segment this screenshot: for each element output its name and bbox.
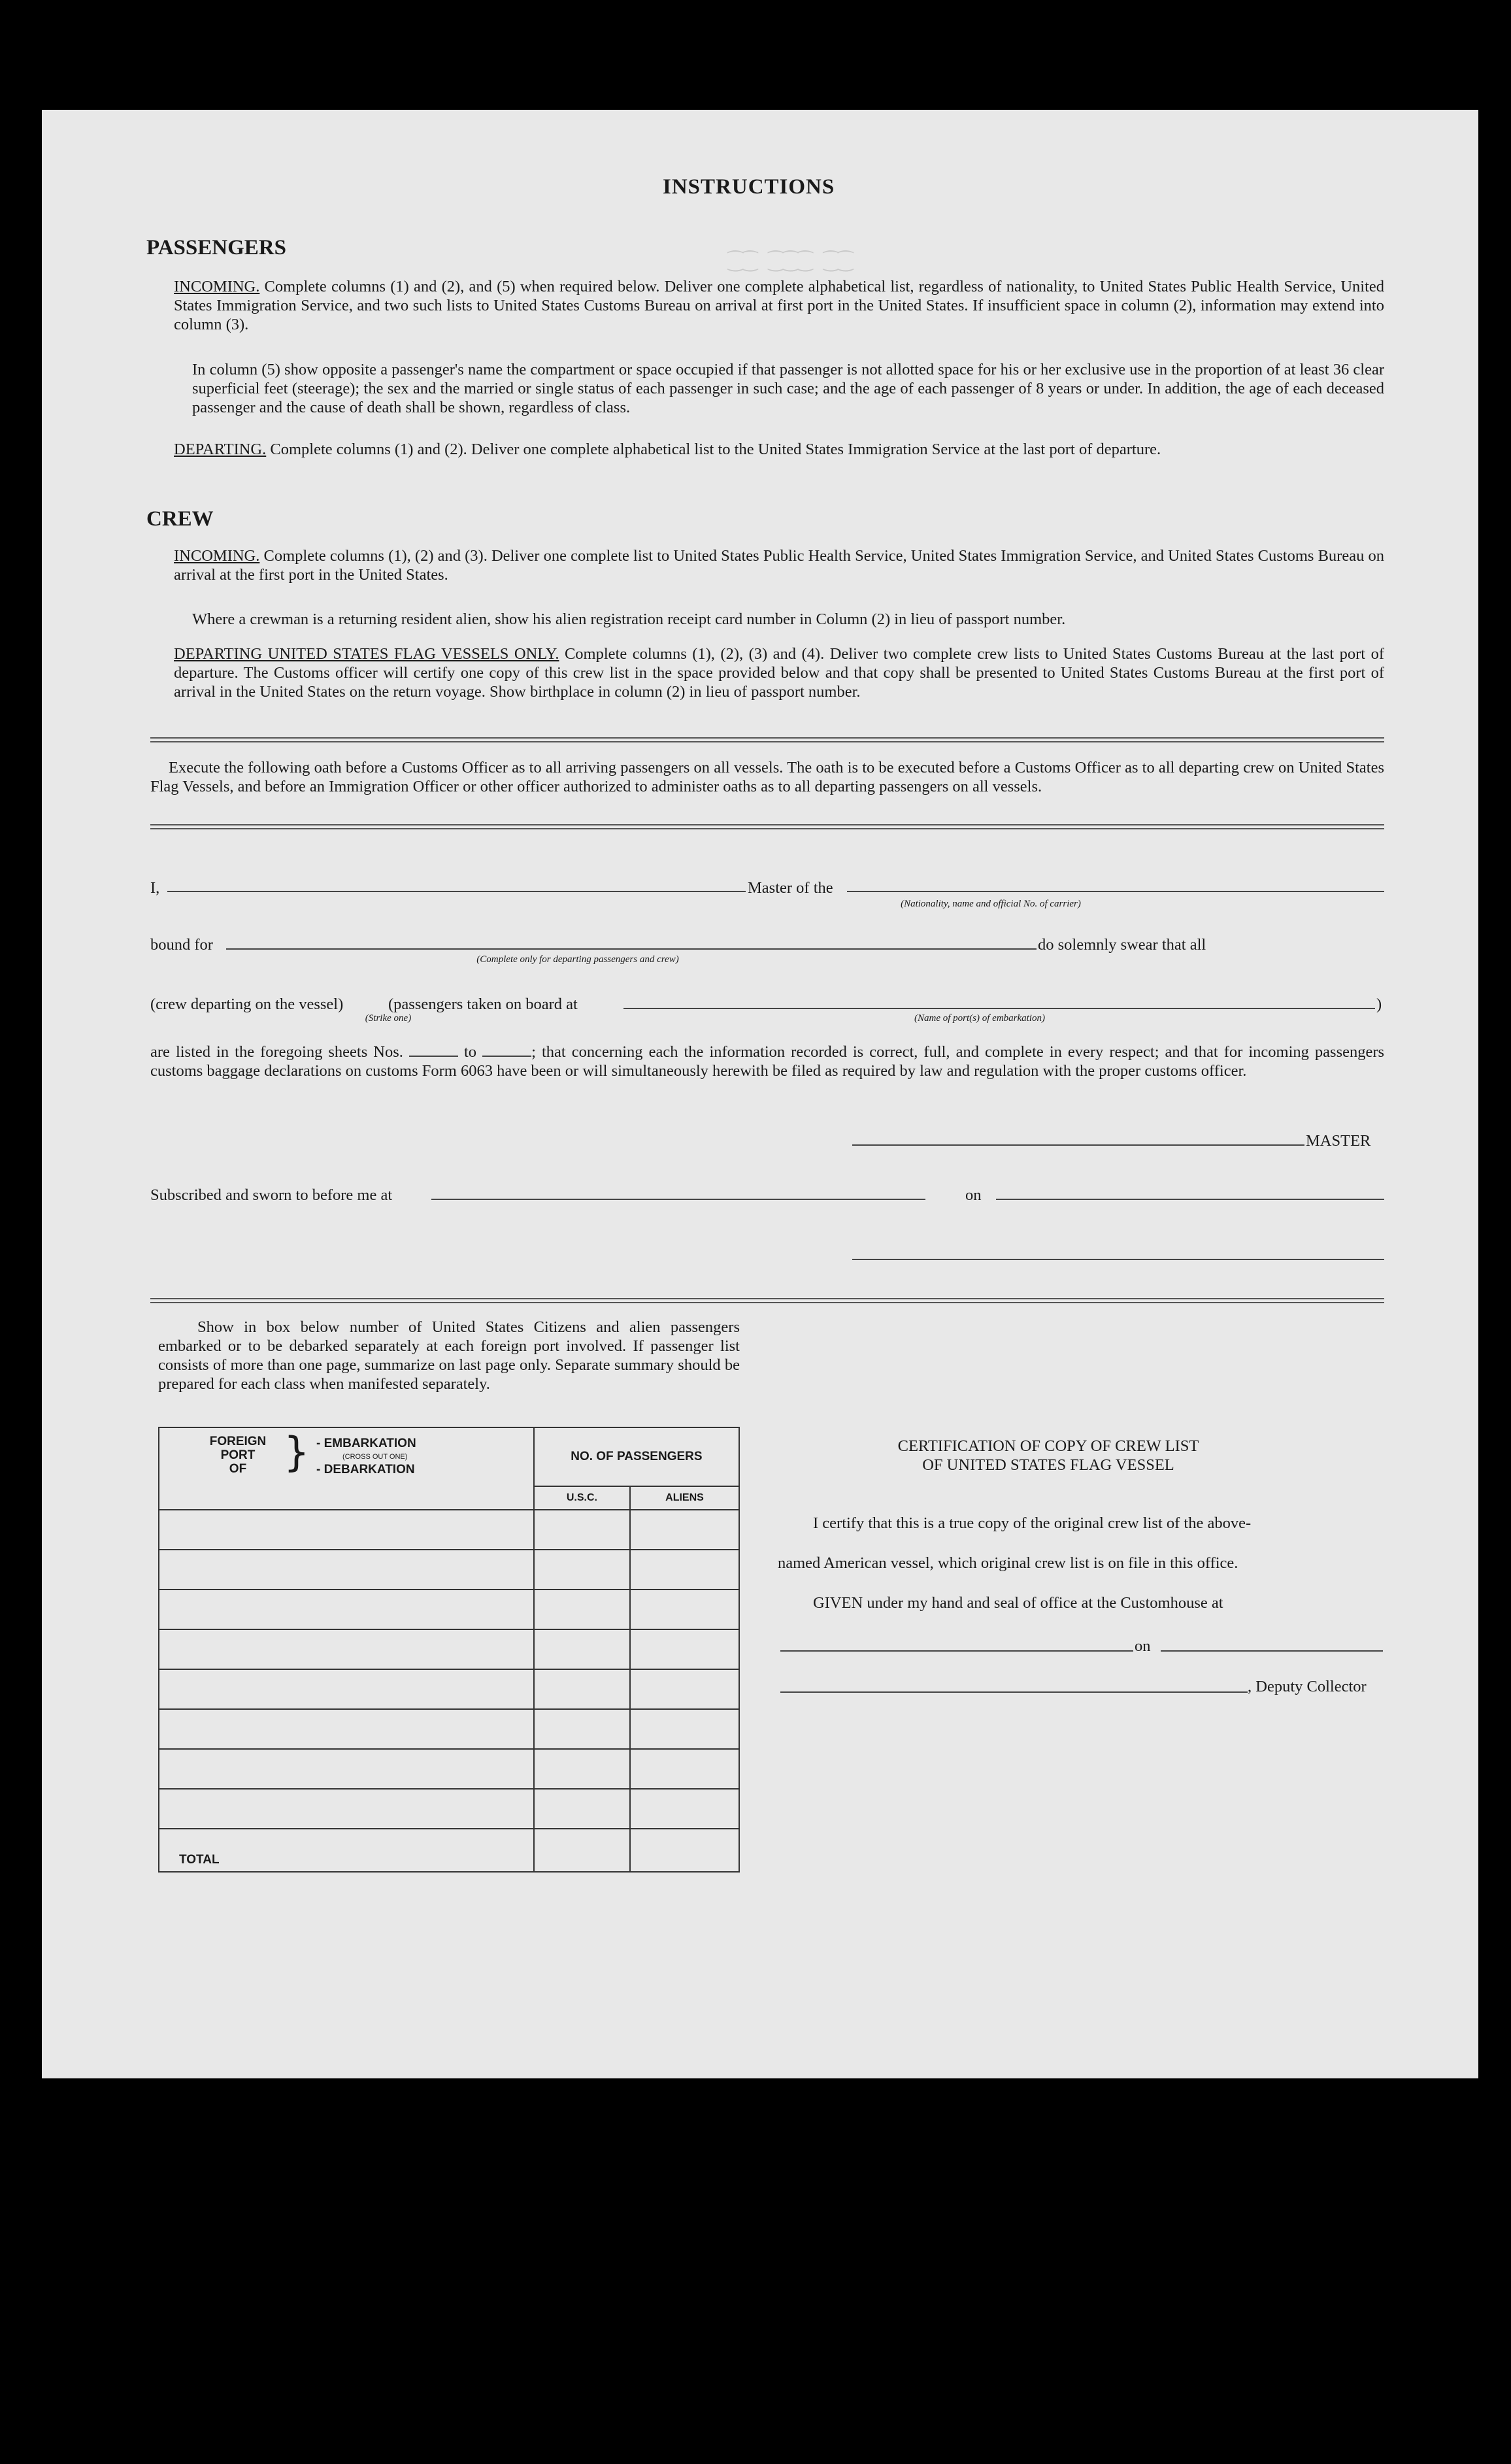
listed-statement — [150, 1042, 1384, 1080]
carrier-caption: (Nationality, name and official No. of carrier) — [901, 899, 1081, 909]
table-row — [159, 1629, 739, 1669]
document-page — [42, 110, 1478, 2078]
no-passengers-header: NO. OF PASSENGERS — [534, 1427, 739, 1486]
crew-returning: Where a crewman is a returning resident alien, show his alien registration receipt card number in Column (2) in lieu of passport number. — [192, 610, 1066, 628]
officer-signature-field[interactable] — [852, 1259, 1384, 1260]
strike-caption: (Strike one) — [365, 1013, 412, 1024]
subscribed-label: Subscribed and sworn to before me at — [150, 1186, 393, 1204]
sheet-to-field[interactable] — [482, 1042, 531, 1057]
passengers-heading: PASSENGERS — [146, 236, 286, 259]
certify-line-2: named American vessel, which original crew list is on file in this office. — [778, 1554, 1238, 1572]
divider — [150, 1302, 1384, 1303]
certify-line-1: I certify that this is a true copy of the original crew list of the above- — [813, 1514, 1252, 1532]
divider — [150, 828, 1384, 829]
oath-i-label: I, — [150, 879, 160, 897]
deputy-collector-signature[interactable] — [780, 1691, 1248, 1693]
passengers-incoming-label: INCOMING. — [174, 278, 260, 295]
table-row — [159, 1510, 739, 1550]
crew-departing-option: (crew departing on the vessel) — [150, 995, 344, 1013]
page-title: INSTRUCTIONS — [663, 175, 835, 199]
crew-departing-text: Complete columns (1), (2), (3) and (4). Deliver two complete crew lists to United States Customs Bureau at the last port of departure. The Customs officer will certify one copy of this crew list in the space provided below and that copy shall be presented to United States Customs Bureau at the first port of arrival in the United States on the return voyage. Show birthplace in column (2) in lieu of passport number. — [174, 645, 1384, 701]
given-line: GIVEN under my hand and seal of office at the Customhouse at — [813, 1594, 1223, 1612]
port-header-cell — [159, 1427, 534, 1510]
table-row — [159, 1709, 739, 1749]
bound-for-field[interactable] — [226, 948, 1037, 950]
sworn-on-label: on — [965, 1186, 982, 1204]
debarkation-option[interactable]: - DEBARKATION — [316, 1463, 415, 1476]
embarkation-option[interactable]: - EMBARKATION — [316, 1437, 416, 1450]
crew-incoming — [174, 546, 1384, 584]
master-of-label: Master of the — [748, 879, 833, 897]
table-row — [159, 1789, 739, 1829]
foreign-port-2: PORT — [220, 1448, 256, 1462]
table-row — [159, 1749, 739, 1789]
passengers-incoming-text: Complete columns (1) and (2), and (5) when required below. Deliver one complete alphabetical list, regardless of nationality, to United States Public Health Service, United States Immigration Service, and two such lists to United States Customs Bureau on arrival at first port in the United States. If insufficient space in column (2), information may extend into column (3). — [174, 278, 1384, 333]
certification-heading-2: OF UNITED STATES FLAG VESSEL — [922, 1456, 1174, 1474]
passengers-incoming — [174, 277, 1384, 334]
total-row — [159, 1829, 739, 1872]
customhouse-field[interactable] — [780, 1650, 1133, 1652]
certification-heading-1: CERTIFICATION OF COPY OF CREW LIST — [897, 1437, 1199, 1455]
embarkation-port-field[interactable] — [623, 1008, 1375, 1009]
listed-rest: ; that concerning each the information recorded is correct, full, and complete in every respect; and that for incoming passengers customs baggage declarations on customs Form 6063 have been or will simultaneously herewith be filed as required by law and regulation with the proper customs officer. — [150, 1043, 1385, 1080]
bleed-through: ⁐⁐ ⁐⁐⁐ ⁐⁐ — [728, 253, 854, 273]
passengers-column5: In column (5) show opposite a passenger's name the compartment or space occupied if that passenger is not allotted space for his or her exclusive use in the proportion of at least 36 clear superficial feet (steerage); the sex and the married or single status of each passenger in such case; and the age of each passenger of 8 years or under. In addition, the age of each deceased passenger and the cause of death shall be shown, regardless of class. — [192, 361, 1384, 416]
swear-label: do solemnly swear that all — [1038, 936, 1206, 954]
total-aliens-cell[interactable] — [630, 1829, 739, 1872]
sworn-date-field[interactable] — [996, 1199, 1384, 1200]
sworn-place-field[interactable] — [431, 1199, 925, 1200]
passenger-summary-table — [158, 1427, 740, 1873]
table-row — [159, 1590, 739, 1629]
foreign-port-1: FOREIGN — [209, 1435, 267, 1448]
passengers-departing-label: DEPARTING. — [174, 441, 267, 458]
bound-caption: (Complete only for departing passengers and crew) — [476, 954, 679, 965]
bound-for-label: bound for — [150, 936, 213, 954]
cross-out-note: (CROSS OUT ONE) — [342, 1453, 408, 1461]
listed-start: are listed in the foregoing sheets Nos. — [150, 1043, 403, 1061]
passengers-departing-text: Complete columns (1) and (2). Deliver one complete alphabetical list to the United States Immigration Service at the last port of departure. — [266, 441, 1161, 458]
port-caption: (Name of port(s) of embarkation) — [914, 1013, 1045, 1024]
close-paren: ) — [1376, 995, 1382, 1013]
crew-incoming-text: Complete columns (1), (2) and (3). Deliver one complete list to United States Public Health Service, United States Immigration Service, and United States Customs Bureau on arrival at the first port in the United States. — [174, 547, 1384, 584]
crew-heading: CREW — [146, 507, 214, 531]
total-usc-cell[interactable] — [534, 1829, 630, 1872]
passengers-departing — [174, 440, 1384, 459]
divider — [150, 1298, 1384, 1299]
passengers-taken-option: (passengers taken on board at — [388, 995, 578, 1013]
oath-instructions: Execute the following oath before a Customs Officer as to all arriving passengers on all vessels. The oath is to be executed before a Customs Officer as to all departing crew on United States Flag Vessels, and before an Immigration Officer or other officer authorized to administer oaths as to all departing passengers on all vessels. — [150, 759, 1384, 795]
certification-on-label: on — [1135, 1637, 1151, 1655]
master-signature-field[interactable] — [852, 1144, 1304, 1146]
aliens-header: ALIENS — [630, 1486, 739, 1510]
divider — [150, 737, 1384, 739]
deputy-collector-label: , Deputy Collector — [1248, 1678, 1367, 1695]
crew-departing — [174, 644, 1384, 701]
to-word: to — [464, 1043, 477, 1061]
table-row — [159, 1669, 739, 1709]
divider — [150, 824, 1384, 825]
total-label: TOTAL — [159, 1829, 534, 1872]
summary-intro: Show in box below number of United States Citizens and alien passengers embarked or to be debarked separately at each foreign port involved. If passenger list consists of more than one page, summarize on last page only. Separate summary should be prepared for each class when manifested separately. — [158, 1318, 740, 1393]
divider — [150, 741, 1384, 742]
carrier-field[interactable] — [847, 891, 1384, 892]
sheet-from-field[interactable] — [409, 1042, 458, 1057]
foreign-port-3: OF — [229, 1462, 247, 1476]
table-row — [159, 1550, 739, 1590]
usc-header: U.S.C. — [534, 1486, 630, 1510]
crew-incoming-label: INCOMING. — [174, 547, 260, 565]
master-name-field[interactable] — [167, 891, 746, 892]
master-label: MASTER — [1306, 1132, 1371, 1150]
certification-date-field[interactable] — [1161, 1650, 1383, 1652]
brace-icon: } — [284, 1428, 310, 1476]
crew-departing-label: DEPARTING UNITED STATES FLAG VESSELS ONLY. — [174, 645, 559, 663]
